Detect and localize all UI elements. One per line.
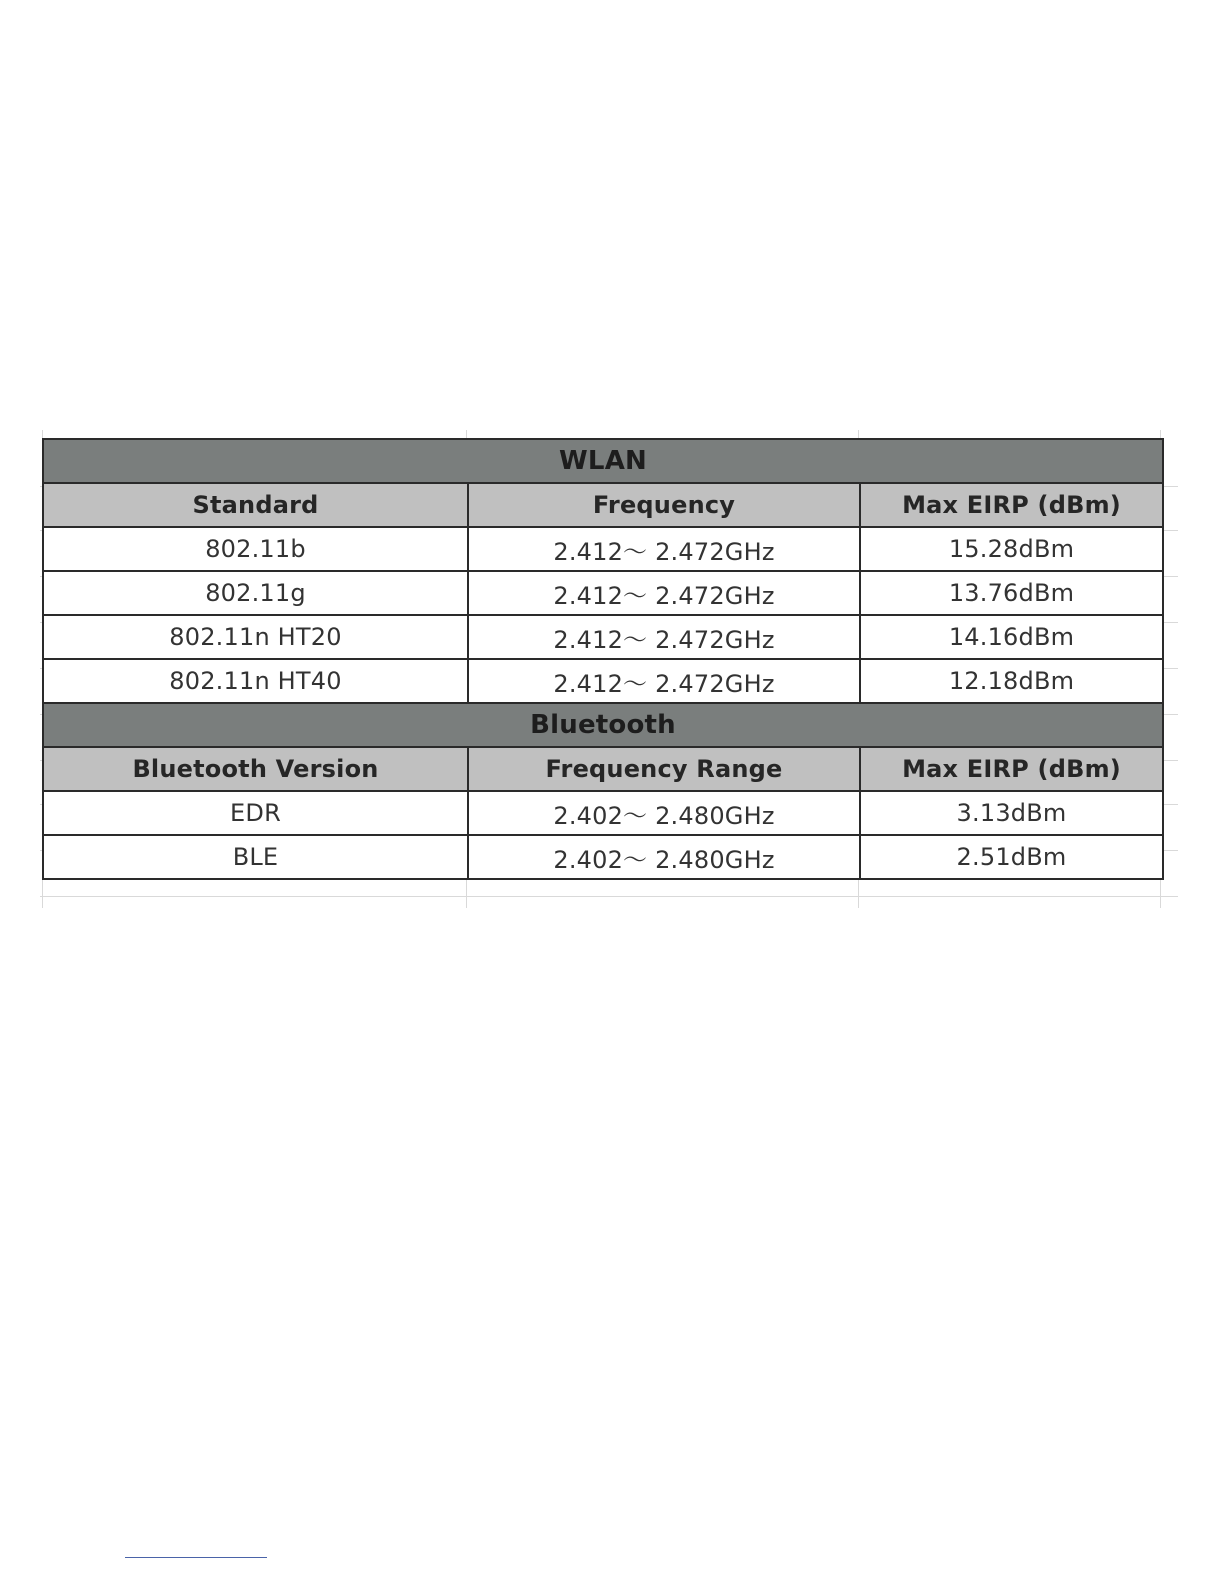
table-row xyxy=(43,659,1163,703)
table-row xyxy=(43,835,1163,879)
table-row xyxy=(43,791,1163,835)
bluetooth-section-header xyxy=(43,703,1163,747)
wlan-header-frequency: Frequency xyxy=(468,483,860,527)
wlan-standard-cell: 802.11n HT40 xyxy=(43,659,468,703)
bluetooth-frequency-cell: 2.402～ 2.480GHz xyxy=(468,835,860,879)
wlan-standard-cell: 802.11n HT20 xyxy=(43,615,468,659)
bluetooth-header-frequency-range: Frequency Range xyxy=(468,747,860,791)
bluetooth-version-cell: BLE xyxy=(43,835,468,879)
bluetooth-frequency-cell: 2.402～ 2.480GHz xyxy=(468,791,860,835)
table-row xyxy=(43,571,1163,615)
wlan-eirp-cell: 12.18dBm xyxy=(860,659,1163,703)
bluetooth-eirp-cell: 3.13dBm xyxy=(860,791,1163,835)
wlan-frequency-cell: 2.412～ 2.472GHz xyxy=(468,615,860,659)
wlan-title: WLAN xyxy=(43,439,1163,483)
wlan-eirp-cell: 14.16dBm xyxy=(860,615,1163,659)
bluetooth-eirp-cell: 2.51dBm xyxy=(860,835,1163,879)
table-row xyxy=(43,527,1163,571)
wlan-header-standard: Standard xyxy=(43,483,468,527)
footnote-separator xyxy=(125,1557,267,1558)
wlan-frequency-cell: 2.412～ 2.472GHz xyxy=(468,571,860,615)
wlan-frequency-cell: 2.412～ 2.472GHz xyxy=(468,527,860,571)
wlan-eirp-cell: 13.76dBm xyxy=(860,571,1163,615)
wlan-section-header xyxy=(43,439,1163,483)
wlan-standard-cell: 802.11b xyxy=(43,527,468,571)
wlan-frequency-cell: 2.412～ 2.472GHz xyxy=(468,659,860,703)
wlan-standard-cell: 802.11g xyxy=(43,571,468,615)
wlan-header-max-eirp: Max EIRP (dBm) xyxy=(860,483,1163,527)
bluetooth-title: Bluetooth xyxy=(43,703,1163,747)
bluetooth-header-version: Bluetooth Version xyxy=(43,747,468,791)
table-row xyxy=(43,615,1163,659)
rf-spec-table xyxy=(42,438,1164,880)
bluetooth-version-cell: EDR xyxy=(43,791,468,835)
bluetooth-header-max-eirp: Max EIRP (dBm) xyxy=(860,747,1163,791)
wlan-eirp-cell: 15.28dBm xyxy=(860,527,1163,571)
bluetooth-column-headers xyxy=(43,747,1163,791)
wlan-column-headers xyxy=(43,483,1163,527)
